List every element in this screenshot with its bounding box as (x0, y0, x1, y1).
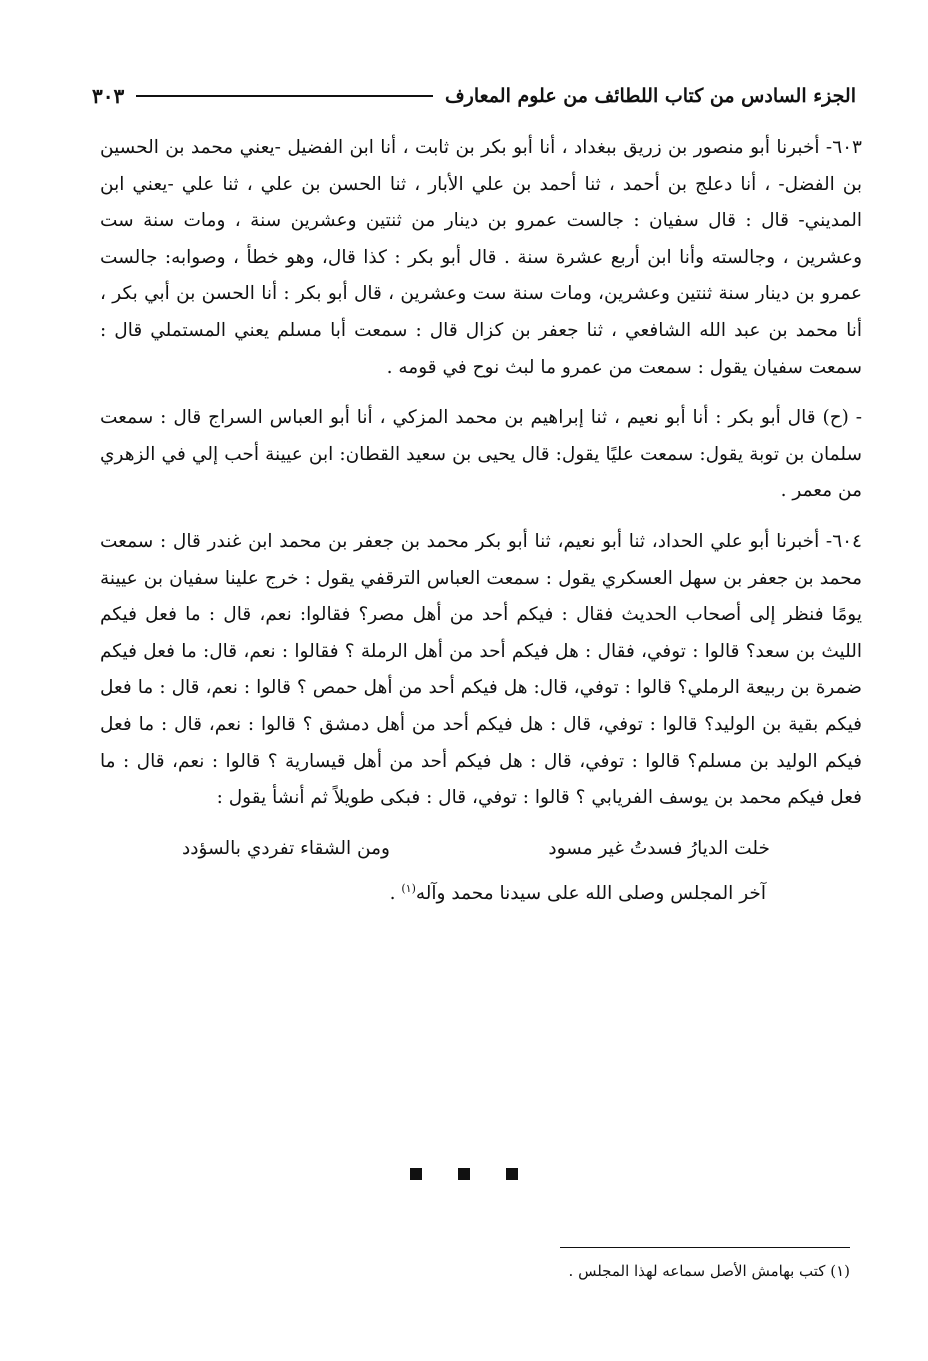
separator-square-icon (410, 1168, 422, 1180)
running-header (92, 78, 856, 114)
page-number: ٣٠٣ (92, 84, 125, 108)
verse-first-hemistich: خلت الديارُ فسدتُ غير مسود (548, 837, 770, 859)
paragraph-603: ٦٠٣- أخبرنا أبو منصور بن زريق ببغداد ، أنا أبو بكر بن ثابت ، أنا ابن الفضيل -يعني محمد بن الحسين بن الفضل- ، أنا دعلج بن أحمد ، ثنا أحمد بن علي الأبار ، ثنا الحسن بن علي ، ثنا علي -يعني ابن المديني- قال : قال سفيان : جالست عمرو بن دينار من ثنتين وعشرين سنة ، ومات سنة ست وعشرين ، وجالسته وأنا ابن أربع عشرة سنة . قال أبو بكر : كذا قال، وهو خطأ ، وصوابه: جالست عمرو بن دينار سنة ثنتين وعشرين، ومات سنة ست وعشرين ، قال أبو بكر : أنا الحسن بن أبي بكر ، أنا محمد بن عبد الله الشافعي ، ثنا جعفر بن كزال قال : سمعت أبا مسلم يعني المستملي قال : سمعت سفيان يقول : سمعت من عمرو ما لبث نوح في قومه . (100, 137, 862, 378)
footnote-rule (560, 1247, 850, 1248)
paragraph-604: ٦٠٤- أخبرنا أبو علي الحداد، ثنا أبو نعيم، ثنا أبو بكر محمد بن جعفر بن محمد ابن غندر قال : سمعت محمد بن جعفر بن سهل العسكري يقول : سمعت العباس الترقفي يقول : خرج علينا سفيان بن عيينة يومًا فنظر إلى أصحاب الحديث فقال : فيكم أحد من أهل مصر؟ فقالوا: نعم، قال : ما فعل فيكم الليث بن سعد؟ قالوا : توفي، فقال : هل فيكم أحد من أهل الرملة ؟ فقالوا : نعم، قال: ما فعل فيكم ضمرة بن ربيعة الرملي؟ قالوا : توفي، قال: هل فيكم أحد من أهل حمص ؟ قالوا : نعم، قال : ما فعل فيكم بقية بن الوليد؟ قالوا : توفي، قال : هل فيكم أحد من أهل دمشق ؟ قالوا : نعم، قال : ما فعل فيكم الوليد بن مسلم؟ قالوا : توفي، قال : هل فيكم أحد من أهل قيسارية ؟ قالوا : نعم، قال : ما فعل فيكم محمد بن يوسف الفريابي ؟ قالوا : توفي، قال : فبكى طويلاً ثم أنشأ يقول : (100, 530, 862, 809)
poetry-verse (100, 831, 862, 867)
closing-line (100, 867, 862, 916)
footnote: (١) كتب بهامش الأصل سماعه لهذا المجلس . (568, 1262, 850, 1280)
section-separator (0, 1168, 928, 1180)
header-rule (136, 95, 433, 97)
paragraph-ha: - (ح) قال أبو بكر : أنا أبو نعيم ، ثنا إبراهيم بن محمد المزكي ، أنا أبو العباس السراج قال : سمعت سلمان بن توبة يقول: سمعت عليًا يقول: قال يحيى بن سعيد القطان: ابن عيينة أحب إلي في الزهري من معمر . (100, 407, 862, 502)
separator-square-icon (458, 1168, 470, 1180)
closing-end: . (389, 882, 402, 904)
header-title: الجزء السادس من كتاب اللطائف من علوم المعارف (444, 85, 856, 107)
separator-square-icon (506, 1168, 518, 1180)
footnote-marker: (١) (401, 881, 416, 895)
page-body (100, 130, 862, 916)
verse-second-hemistich: ومن الشقاء تفردي بالسؤدد (182, 837, 390, 859)
closing-text: آخر المجلس وصلى الله على سيدنا محمد وآله (415, 882, 766, 904)
